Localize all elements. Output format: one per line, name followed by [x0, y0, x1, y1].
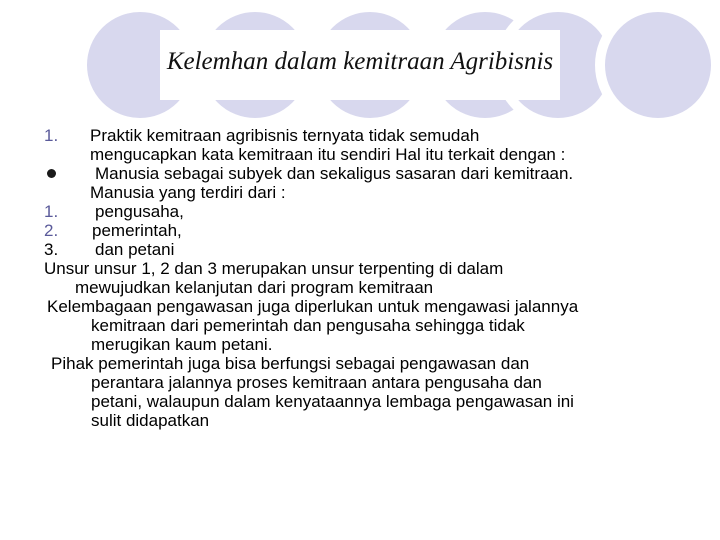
paragraph-text: perantara jalannya proses kemitraan antara pengusaha dan [91, 373, 542, 392]
list-item-text: Manusia yang terdiri dari : [90, 183, 286, 202]
list-number: 1. [44, 126, 59, 145]
paragraph-line [40, 297, 700, 316]
list-item [40, 202, 700, 221]
list-item [40, 221, 700, 240]
list-item-text: Manusia sebagai subyek dan sekaligus sasaran dari kemitraan. [95, 164, 574, 183]
paragraph-text: Kelembagaan pengawasan juga diperlukan untuk mengawasi jalannya [47, 297, 579, 316]
list-item [40, 240, 700, 259]
paragraph-text: mewujudkan kelanjutan dari program kemitraan [75, 278, 434, 297]
paragraph-text: petani, walaupun dalam kenyataannya lembaga pengawasan ini [91, 392, 574, 411]
paragraph-text: sulit didapatkan [91, 411, 210, 430]
paragraph-line [40, 278, 700, 297]
bullet-dot-icon [47, 169, 56, 178]
paragraph-text: Unsur unsur 1, 2 dan 3 merupakan unsur terpenting di dalam [44, 259, 504, 278]
paragraph-text: kemitraan dari pemerintah dan pengusaha sehingga tidak [91, 316, 525, 335]
list-item-text: Praktik kemitraan agribisnis ternyata tidak semudah [90, 126, 480, 145]
paragraph-line [40, 373, 700, 392]
list-item [40, 183, 700, 202]
slide-title: Kelemhan dalam kemitraan Agribisnis [166, 48, 554, 75]
list-number: 2. [44, 221, 59, 240]
paragraph-line [40, 335, 700, 354]
list-item [40, 126, 700, 145]
slide-body [40, 126, 700, 430]
list-number: 3. [44, 240, 59, 259]
list-item-text: pengusaha, [95, 202, 184, 221]
list-item [40, 145, 700, 164]
paragraph-line [40, 392, 700, 411]
paragraph-text: merugikan kaum petani. [91, 335, 273, 354]
list-number: 1. [44, 202, 59, 221]
paragraph-line [40, 259, 700, 278]
paragraph-line [40, 354, 700, 373]
paragraph-line [40, 411, 700, 430]
paragraph-text: Pihak pemerintah juga bisa berfungsi sebagai pengawasan dan [51, 354, 530, 373]
list-item-text: mengucapkan kata kemitraan itu sendiri Hal itu terkait dengan : [90, 145, 566, 164]
list-item [40, 164, 700, 183]
list-item-text: dan petani [95, 240, 175, 259]
paragraph-line [40, 316, 700, 335]
list-item-text: pemerintah, [92, 221, 182, 240]
